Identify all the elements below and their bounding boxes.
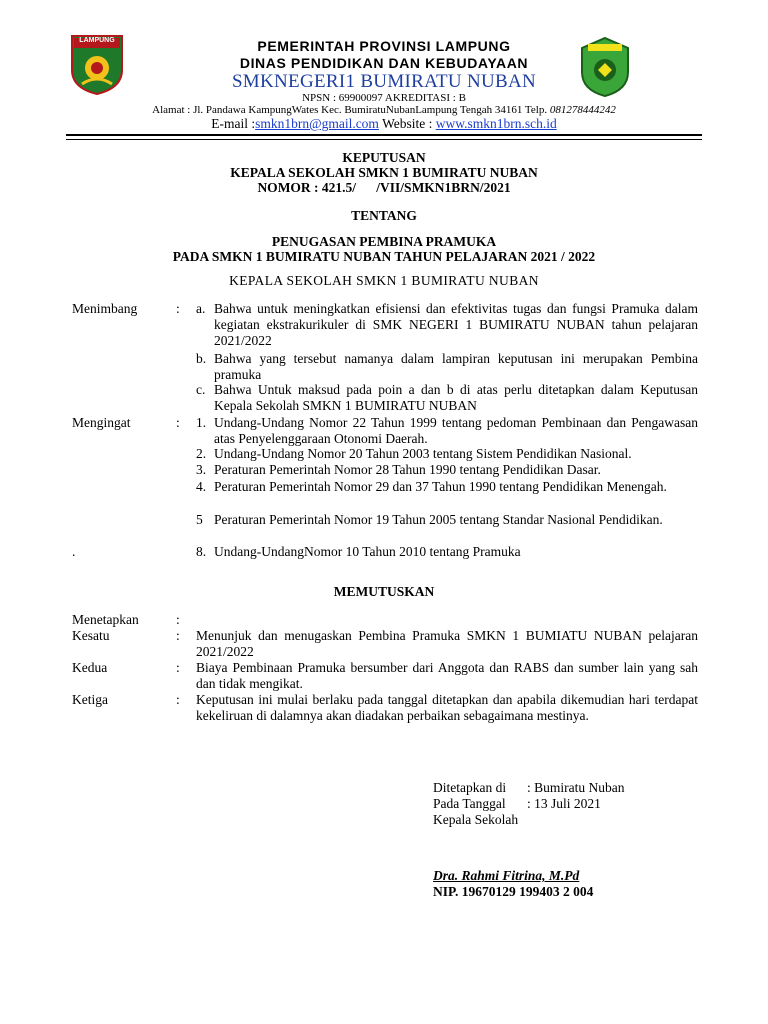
list-item-number: 4. — [196, 479, 207, 494]
website-label: Website : — [378, 116, 433, 131]
address-text: Alamat : Jl. Pandawa KampungWates Kec. BumiratuNubanLampung Tengah 34161 Telp. — [152, 104, 548, 116]
email-label: E-mail : — [211, 116, 256, 131]
place-label: Ditetapkan di — [433, 780, 507, 795]
mengingat-item-1: Undang-Undang Nomor 22 Tahun 1999 tentang pedoman Pembinaan dan Pengawasan atas Penyelenggaraan Otonomi Daerah. — [214, 415, 698, 446]
date-label: Pada Tanggal — [433, 796, 506, 811]
letterhead-school-name: SMKNEGERI1 BUMIRATU NUBAN — [231, 71, 537, 92]
list-item-number: 8. — [196, 544, 207, 559]
email-link[interactable]: smkn1brn@gmail.com — [255, 116, 379, 131]
kesatu-text: Menunjuk dan menugaskan Pembina Pramuka SMKN 1 BUMIATU NUBAN pelajaran 2021/2022 — [196, 628, 698, 659]
signatory-nip: NIP. 19670129 199403 2 004 — [433, 884, 594, 899]
menetapkan-label: Menetapkan — [72, 612, 139, 627]
list-item-number: 2. — [196, 446, 207, 461]
kedua-text: Biaya Pembinaan Pramuka bersumber dari Anggota dan RABS dan sumber lain yang sah dan tidak mengikat. — [196, 660, 698, 691]
menetapkan-colon: : — [176, 612, 180, 627]
mengingat-item-4: Peraturan Pemerintah Nomor 29 dan 37 Tahun 1990 tentang Pendidikan Menengah. — [214, 479, 667, 494]
date-value: : 13 Juli 2021 — [527, 796, 601, 811]
letterhead-contact — [0, 116, 768, 132]
mengingat-item-5: Peraturan Pemerintah Nomor 19 Tahun 2005 tentang Standar Nasional Pendidikan. — [214, 512, 663, 527]
menimbang-label: Menimbang — [72, 301, 138, 316]
menimbang-colon: : — [176, 301, 180, 316]
signatory-name: Dra. Rahmi Fitrina, M.Pd — [433, 868, 580, 883]
list-item-number: b. — [196, 351, 207, 366]
mengingat-item-3: Peraturan Pemerintah Nomor 28 Tahun 1990 tentang Pendidikan Dasar. — [214, 462, 601, 477]
letterhead-department: DINAS PENDIDIKAN DAN KEBUDAYAAN — [239, 55, 529, 71]
stray-dot: . — [72, 544, 76, 559]
mengingat-item-8: Undang-UndangNomor 10 Tahun 2010 tentang Pramuka — [214, 544, 521, 559]
letterhead-address — [0, 104, 768, 116]
kedua-label: Kedua — [72, 660, 108, 675]
list-item-number: 1. — [196, 415, 207, 430]
letterhead-government: PEMERINTAH PROVINSI LAMPUNG — [257, 38, 511, 54]
decree-title: KEPUTUSAN — [342, 150, 426, 165]
subject-line-2: PADA SMKN 1 BUMIRATU NUBAN TAHUN PELAJARAN 2021 / 2022 — [172, 249, 596, 264]
ketiga-text: Keputusan ini mulai berlaku pada tanggal ditetapkan dan apabila dikemudian hari terdapat kekeliruan di dalamnya akan diadakan perbaikan sebagaimana mestinya. — [196, 692, 698, 723]
decree-number: NOMOR : 421.5/ /VII/SMKN1BRN/2021 — [257, 180, 511, 195]
subject-line-1: PENUGASAN PEMBINA PRAMUKA — [271, 234, 497, 249]
mengingat-colon: : — [176, 415, 180, 430]
list-item-number: 3. — [196, 462, 207, 477]
letterhead-rule-thick — [66, 134, 702, 136]
menimbang-item-a: Bahwa untuk meningkatkan efisiensi dan efektivitas tugas dan fungsi Pramuka dalam kegiatan ekstrakurikuler di SMK NEGERI 1 BUMIRATU NUBAN tahun pelajaran 2021/2022 — [214, 301, 698, 348]
ketiga-colon: : — [176, 692, 180, 707]
list-item-number: c. — [196, 382, 206, 397]
ketiga-label: Ketiga — [72, 692, 108, 707]
memutuskan-heading: MEMUTUSKAN — [333, 584, 435, 599]
list-item-number: 5 — [196, 512, 203, 527]
decree-issuer: KEPALA SEKOLAH SMKN 1 BUMIRATU NUBAN — [230, 165, 538, 180]
tentang-heading: TENTANG — [351, 208, 417, 223]
position-title: Kepala Sekolah — [433, 812, 519, 827]
authority-line: KEPALA SEKOLAH SMKN 1 BUMIRATU NUBAN — [229, 273, 539, 288]
menimbang-item-c: Bahwa Untuk maksud pada poin a dan b di atas perlu ditetapkan dalam Keputusan Kepala Sekolah SMKN 1 BUMIRATU NUBAN — [214, 382, 698, 413]
website-link[interactable]: www.smkn1brn.sch.id — [435, 116, 557, 131]
kedua-colon: : — [176, 660, 180, 675]
mengingat-label: Mengingat — [72, 415, 131, 430]
letterhead-npsn: NPSN : 69900097 AKREDITASI : B — [302, 92, 466, 104]
menimbang-item-b: Bahwa yang tersebut namanya dalam lampiran keputusan ini merupakan Pembina pramuka — [214, 351, 698, 382]
mengingat-item-2: Undang-Undang Nomor 20 Tahun 2003 tentang Sistem Pendidikan Nasional. — [214, 446, 632, 461]
phone-number: 081278444242 — [549, 104, 616, 116]
letterhead-rule-thin — [66, 139, 702, 140]
kesatu-colon: : — [176, 628, 180, 643]
left-logo-text: LAMPUNG — [79, 37, 115, 44]
place-value: : Bumiratu Nuban — [527, 780, 625, 795]
kesatu-label: Kesatu — [72, 628, 110, 643]
list-item-number: a. — [196, 301, 206, 316]
